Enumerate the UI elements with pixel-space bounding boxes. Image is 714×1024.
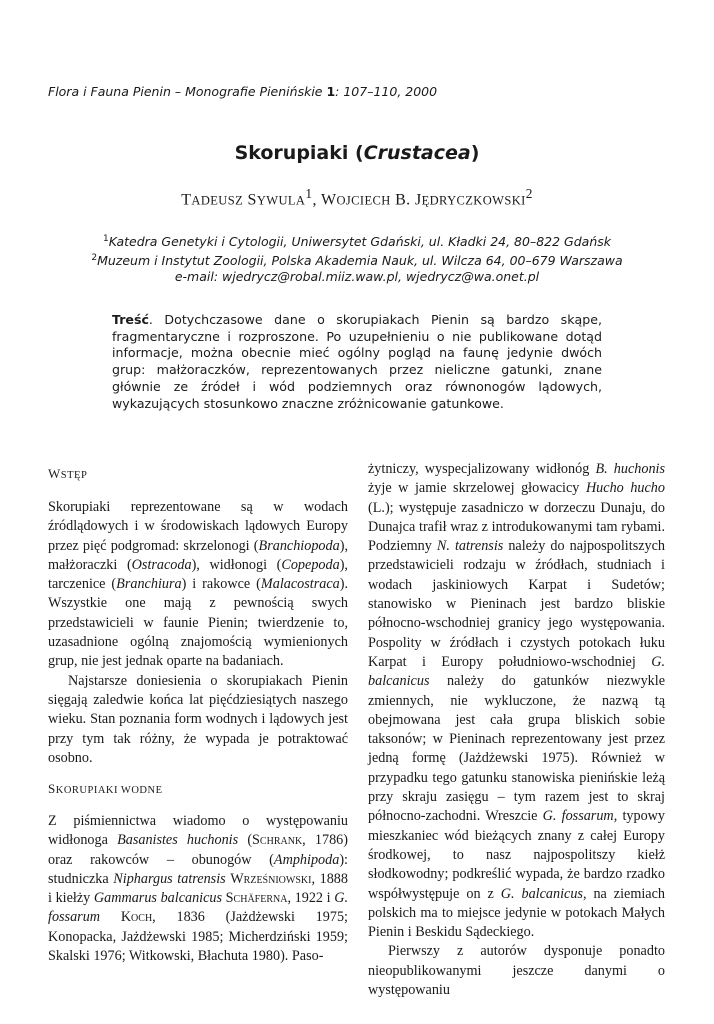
author2-last-initial: J: [414, 191, 422, 209]
taxon-name: G. fossarum: [542, 808, 614, 825]
author1-first-initial: T: [181, 191, 192, 209]
affiliation-2-text: Muzeum i Instytut Zoologii, Polska Akademia Nauk, ul. Wilcza 64, 00–679 Warszawa: [97, 253, 623, 269]
heading-rest: STĘP: [60, 470, 88, 481]
author2-first-initial: W: [320, 191, 337, 209]
author-citation: Schäferna: [225, 890, 288, 907]
paragraph: Najstarsze doniesienia o skorupiakach Pienin sięgają zaledwie końca lat pięćdziesiątych naszego wieku. Stan poznania form wodnych i lądowych jest przy tym tak różny, że wypada je potraktować osobno.: [48, 672, 348, 766]
section-heading-wstep: [48, 466, 87, 482]
text-run: żyje w jamie skrzelowej głowacicy: [368, 480, 586, 497]
text-run: ): studniczka: [48, 851, 348, 887]
section-heading-skorupiaki-wodne: [48, 781, 163, 797]
journal-series: Flora i Fauna Pienin – Monografie Pienińskie: [48, 84, 323, 99]
taxon-name: Amphipoda: [273, 851, 340, 868]
author-separator: ,: [312, 191, 321, 209]
title-close: ): [470, 142, 480, 164]
journal-citation: [48, 84, 437, 99]
text-run: [100, 909, 121, 925]
heading-initial: S: [48, 781, 56, 796]
text-run: , 1786) oraz rakowców – obunogów (: [48, 832, 348, 868]
author1-affiliation-mark: 1: [305, 186, 313, 201]
text-run: (L.); występuje zasadniczo w dorzeczu Dunaju, do Dunajca trafił wraz z introdukowanymi tam rybami. Podziemny: [368, 499, 665, 555]
text-run: należy do gatunków niezwykle zmiennych, nie wykluczone, że nazwą tą obejmowana jest cała grupa bliskich sobie taksonów; w Pieninach reprezentowany jest przez jedną formę (Jażdżewski 1975). Również w przypadku tego gatunku stanowiska pienińskie leżą przy skraju zasięgu – tym razem jest to skraj północno-zachodni. Wreszcie: [368, 673, 665, 825]
taxon-name: Copepoda: [281, 556, 340, 573]
authors: [0, 186, 714, 209]
taxon-name: Branchiopoda: [258, 537, 340, 554]
affiliation-2-mark: 2: [91, 253, 98, 264]
author2-last-rest: ĘDRYCZKOWSKI: [421, 193, 526, 208]
left-column-section1: [48, 498, 348, 768]
author2-affiliation-mark: 2: [525, 186, 533, 201]
heading-initial: W: [48, 466, 61, 481]
paragraph: [48, 498, 348, 672]
paragraph: [48, 812, 348, 966]
text-run: , 1922 i: [287, 890, 335, 907]
taxon-name: Hucho hucho: [585, 480, 665, 497]
author2-middle-initial: B.: [390, 191, 415, 209]
text-run: ) i rakowce (: [181, 576, 261, 593]
affiliation-email: e-mail: wjedrycz@robal.miiz.waw.pl, wjedrycz@wa.onet.pl: [174, 269, 540, 285]
text-run: należy do najpospolitszych przedstawicieli rodzaju w źródłach, studniach i wodach jaskiniowych Karpat i Sudetów; stanowisko w Pieninach jest bardzo bliskie północno-wschodniej granicy jego występowania. Pospolity w źródłach i czystych potokach łuku Karpat i Europy południowo-wschodniej: [368, 538, 665, 670]
taxon-name: G. balcanicus: [500, 885, 583, 902]
taxon-name: N. tatrensis: [436, 538, 504, 555]
affiliation-1-text: Katedra Genetyki i Cytologii, Uniwersytet Gdański, ul. Kładki 24, 80–822 Gdańsk: [108, 234, 612, 250]
title-text: Skorupiaki (: [234, 142, 364, 164]
author2-first-rest: OJCIECH: [336, 193, 391, 208]
text-run: Skorupiaki reprezentowane są w wodach źródlądowych i w środowiskach lądowych Europy przez pięć podgromad: skrzelonogi (: [48, 499, 348, 554]
author-citation: Koch: [120, 909, 153, 926]
text-run: ), widłonogi (: [191, 556, 282, 573]
paragraph: Pierwszy z autorów dysponuje ponadto nieopublikowanymi jeszcze danymi o występowaniu: [368, 943, 665, 999]
author-citation: Wrześniowski: [230, 870, 312, 887]
taxon-name: G. balcanicus: [368, 653, 665, 690]
text-run: żytniczy, wyspecjalizowany widłonóg: [368, 461, 596, 477]
taxon-name: Niphargus tatrensis: [113, 870, 226, 887]
left-column-section2: [48, 812, 348, 966]
affiliation-1-mark: 1: [102, 234, 109, 244]
affiliation-2: [60, 250, 654, 269]
taxon-name: Branchiura: [116, 576, 182, 593]
text-run: Z piśmiennictwa wiadomo o występowaniu widłonoga: [48, 813, 348, 849]
abstract-label: Treść: [112, 312, 149, 327]
text-run: ), małżoraczki (: [48, 537, 348, 573]
taxon-name: Malacostraca: [260, 576, 340, 593]
title-latin: Crustacea: [363, 142, 471, 164]
abstract-text: . Dotychczasowe dane o skorupiakach Pienin są bardzo skąpe, fragmentaryczne i rozproszone. Po uzupełnieniu o nie publikowane dotąd informacje, można obecnie mieć ogólny pogląd na faunę jedynie dwóch grup: małżoraczków, reprezentowanych przez nieliczne gatunki, znane głównie ze źródeł i wód podziemnych oraz równonogów lądowych, wykazujących stosunkowo znaczne zróżnicowanie gatunkowe.: [112, 312, 602, 411]
affiliations: [60, 231, 654, 285]
right-column: [368, 460, 665, 1000]
taxon-name: Ostracoda: [131, 556, 192, 573]
text-run: , na ziemiach polskich ma to miejsce jedynie w potokach Małych Pienin i Beskidu Sądeckiego.: [368, 885, 665, 941]
taxon-name: Basanistes huchonis: [117, 832, 239, 849]
author1-last-initial: S: [247, 191, 257, 209]
text-run: , typowy mieszkaniec wód bieżących znany z całej Europy środkowej, to nasz najpospolitszy kiełż słodkowodny; podkreślić wypada, że bardzo rzadko współwystępuje on z: [368, 808, 666, 902]
affiliation-1: [60, 231, 654, 250]
journal-pages-year: : 107–110, 2000: [335, 84, 438, 99]
text-run: ). Wszystkie one mają z pewnością swych przedstawicieli w faunie Pienin; twierdzenie to, uzasadnione ogólną znajomością wymienionych grup, nie jest jednak oparte na badaniach.: [48, 576, 348, 670]
page-title: [0, 142, 714, 164]
taxon-name: G. fossarum: [48, 890, 349, 926]
author-citation: Schrank: [252, 832, 303, 849]
author1-last-rest: YWULA: [256, 193, 306, 208]
journal-volume: 1: [326, 84, 336, 99]
author1-first-rest: ADEUSZ: [191, 193, 244, 208]
heading-rest: KORUPIAKI WODNE: [55, 785, 163, 796]
paragraph: [368, 460, 665, 942]
text-run: , 1888 i kiełży: [48, 870, 348, 907]
taxon-name: Gammarus balcanicus: [93, 890, 223, 907]
text-run: , 1836 (Jażdżewski 1975; Konopacka, Jażdżewski 1985; Micherdziński 1959; Skalski 1976; Witkowski, Błachuta 1980). Paso-: [48, 909, 349, 965]
abstract: [112, 312, 602, 412]
text-run: ), tarczenice (: [48, 556, 348, 593]
text-run: (: [238, 832, 253, 849]
taxon-name: B. huchonis: [595, 461, 665, 477]
